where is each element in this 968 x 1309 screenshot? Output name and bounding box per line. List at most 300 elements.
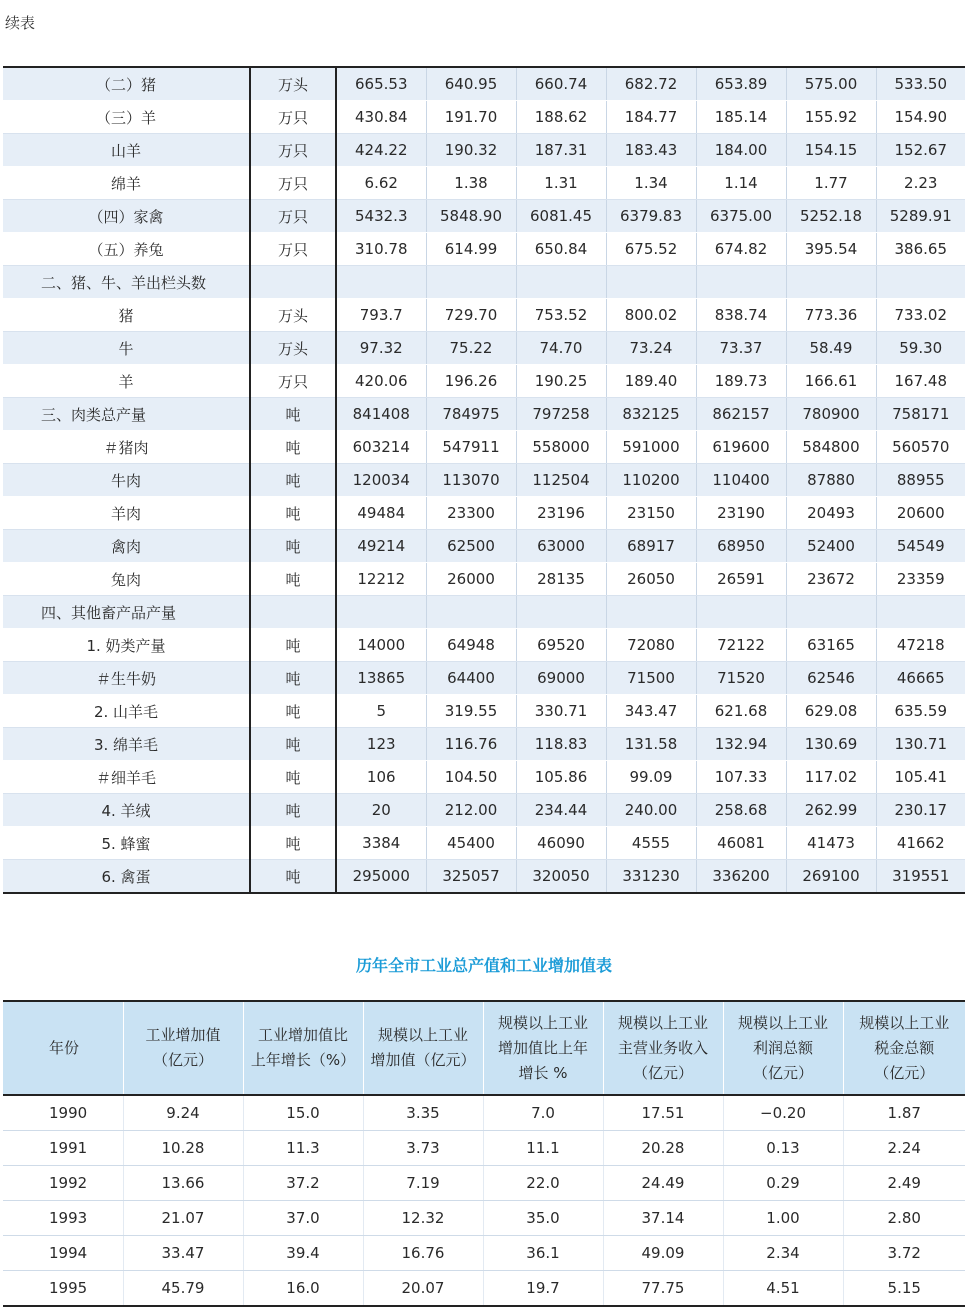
- row-label: 猪: [3, 299, 250, 332]
- table-row: [3, 1236, 965, 1271]
- table-cell: 196.26: [426, 365, 516, 398]
- column-header-line: 规模以上工业: [617, 1013, 708, 1032]
- table-cell: 635.59: [876, 695, 965, 728]
- table-cell: 2.24: [843, 1131, 965, 1166]
- table-cell: [696, 596, 786, 629]
- table-cell: 68950: [696, 530, 786, 563]
- year-cell: 1995: [3, 1271, 123, 1307]
- table-cell: 653.89: [696, 67, 786, 101]
- table-cell: 6379.83: [606, 200, 696, 233]
- table-cell: 862157: [696, 398, 786, 431]
- row-label: 1. 奶类产量: [3, 629, 250, 662]
- table-cell: 6.62: [336, 167, 426, 200]
- row-label: 禽肉: [3, 530, 250, 563]
- row-label: 三、肉类总产量: [3, 398, 250, 431]
- table-cell: 11.1: [483, 1131, 603, 1166]
- table-row: [3, 431, 965, 464]
- table-cell: 58.49: [786, 332, 876, 365]
- table-cell: 603214: [336, 431, 426, 464]
- row-label: （二）猪: [3, 67, 250, 101]
- table-cell: 6375.00: [696, 200, 786, 233]
- table-cell: 45.79: [123, 1271, 243, 1307]
- table-row: [3, 827, 965, 860]
- table-cell: 63000: [516, 530, 606, 563]
- table-cell: 5.15: [887, 1279, 921, 1297]
- table-cell: 319.55: [426, 695, 516, 728]
- table-cell: 97.32: [336, 332, 426, 365]
- table-cell: 49.09: [603, 1236, 723, 1271]
- column-header-line: 工业增加值: [145, 1026, 221, 1044]
- table-cell: 729.70: [426, 299, 516, 332]
- table-cell: 386.65: [876, 233, 965, 266]
- row-unit: 吨: [250, 464, 336, 497]
- continued-label: 续表: [5, 14, 36, 32]
- row-label: 羊肉: [3, 497, 250, 530]
- column-header: [3, 1001, 123, 1095]
- row-unit: 万只: [250, 101, 336, 134]
- table-cell: 45400: [426, 827, 516, 860]
- table-cell: [606, 266, 696, 299]
- table-row: [3, 596, 965, 629]
- table-cell: 105.41: [876, 761, 965, 794]
- row-unit: 吨: [250, 662, 336, 695]
- table-cell: 105.86: [516, 761, 606, 794]
- column-header-line: 规模以上工业: [377, 1026, 468, 1044]
- table-row: [3, 299, 965, 332]
- table-cell: 39.4: [243, 1236, 363, 1271]
- table-cell: 15.0: [243, 1095, 363, 1131]
- table-row: [3, 860, 965, 894]
- table-cell: 674.82: [696, 233, 786, 266]
- table-cell: 1.38: [426, 167, 516, 200]
- table-cell: [516, 596, 606, 629]
- row-label: 牛肉: [3, 464, 250, 497]
- column-header-line: 增加值比上年: [497, 1038, 588, 1057]
- table-cell: 117.02: [786, 761, 876, 794]
- table-cell: 10.28: [123, 1131, 243, 1166]
- table-cell: 23359: [876, 563, 965, 596]
- table-cell: 104.50: [426, 761, 516, 794]
- row-unit: 吨: [250, 761, 336, 794]
- table-cell: 7.19: [363, 1166, 483, 1201]
- table-cell: 54549: [876, 530, 965, 563]
- year-cell: 1992: [3, 1166, 123, 1201]
- table-cell: 13865: [336, 662, 426, 695]
- column-header-line: （亿元）: [752, 1063, 813, 1082]
- row-unit: 吨: [250, 629, 336, 662]
- table-cell: 9.24: [123, 1095, 243, 1131]
- table-cell: 166.61: [786, 365, 876, 398]
- table-cell: 184.00: [696, 134, 786, 167]
- column-header: [483, 1001, 603, 1095]
- column-header-line: 增长 %: [518, 1063, 568, 1082]
- table-cell: 118.83: [516, 728, 606, 761]
- table-row: [3, 365, 965, 398]
- table-row: [3, 1131, 965, 1166]
- table-cell: 188.62: [516, 101, 606, 134]
- table-cell: 3.72: [843, 1236, 965, 1271]
- table-cell: 733.02: [876, 299, 965, 332]
- table-cell: 780900: [786, 398, 876, 431]
- table-cell: 5252.18: [786, 200, 876, 233]
- table-cell: 2.23: [876, 167, 965, 200]
- table-cell: 20.28: [603, 1131, 723, 1166]
- table-cell: 21.07: [123, 1201, 243, 1236]
- table-cell: 797258: [516, 398, 606, 431]
- table-cell: 19.7: [483, 1271, 603, 1307]
- table-cell: 130.71: [876, 728, 965, 761]
- table-cell: 20: [336, 794, 426, 827]
- table-cell: [336, 266, 426, 299]
- table-cell: 189.40: [606, 365, 696, 398]
- table-row: [3, 398, 965, 431]
- table-cell: 99.09: [606, 761, 696, 794]
- table-cell: 75.22: [426, 332, 516, 365]
- table-cell: 640.95: [426, 67, 516, 101]
- row-unit: 吨: [250, 728, 336, 761]
- table-cell: 558000: [516, 431, 606, 464]
- table-cell: 12212: [336, 563, 426, 596]
- table-cell: 64400: [426, 662, 516, 695]
- table-cell: 63165: [786, 629, 876, 662]
- row-unit: 万只: [250, 233, 336, 266]
- table-cell: 64948: [426, 629, 516, 662]
- year-cell: 1993: [3, 1201, 123, 1236]
- table-cell: 20493: [786, 497, 876, 530]
- table-cell: 190.25: [516, 365, 606, 398]
- table-cell: 130.69: [786, 728, 876, 761]
- table-cell: 784975: [426, 398, 516, 431]
- table-cell: 4.51: [723, 1271, 843, 1307]
- table-row: [3, 1095, 965, 1131]
- row-unit: 万头: [250, 332, 336, 365]
- table-cell: 71520: [696, 662, 786, 695]
- row-label: 二、猪、牛、羊出栏头数: [3, 266, 250, 299]
- table-cell: 1.00: [723, 1201, 843, 1236]
- table-cell: [516, 266, 606, 299]
- table-cell: 68917: [606, 530, 696, 563]
- table-cell: 37.14: [603, 1201, 723, 1236]
- table-cell: 420.06: [336, 365, 426, 398]
- table-cell: 14000: [336, 629, 426, 662]
- table-cell: 5: [336, 695, 426, 728]
- table-cell: 191.70: [426, 101, 516, 134]
- table-cell: 155.92: [786, 101, 876, 134]
- table-cell: 132.94: [696, 728, 786, 761]
- column-header-line: 上年增长（%）: [250, 1051, 356, 1069]
- row-unit: 吨: [250, 431, 336, 464]
- table-cell: 106: [336, 761, 426, 794]
- table-cell: 665.53: [336, 67, 426, 101]
- table-cell: 310.78: [336, 233, 426, 266]
- table-cell: 26050: [606, 563, 696, 596]
- row-unit: [250, 596, 336, 629]
- row-label: （五）养兔: [3, 233, 250, 266]
- table-row: [3, 332, 965, 365]
- table-cell: 73.37: [696, 332, 786, 365]
- table-cell: 23672: [786, 563, 876, 596]
- table-cell: 190.32: [426, 134, 516, 167]
- table-cell: 395.54: [786, 233, 876, 266]
- table-cell: 16.76: [363, 1236, 483, 1271]
- table-cell: 23190: [696, 497, 786, 530]
- column-header: [123, 1001, 243, 1095]
- table-cell: 110400: [696, 464, 786, 497]
- table-cell: 2.49: [843, 1166, 965, 1201]
- table-row: [3, 629, 965, 662]
- year-cell: 1994: [3, 1236, 123, 1271]
- column-header-line: 规模以上工业: [859, 1013, 950, 1032]
- table-cell: 59.30: [876, 332, 965, 365]
- table-cell: 660.74: [516, 67, 606, 101]
- table-row: [3, 1271, 965, 1307]
- column-header-line: 利润总额: [752, 1038, 813, 1057]
- row-unit: 万头: [250, 299, 336, 332]
- industry-table: [3, 1000, 965, 1307]
- table-cell: 258.68: [696, 794, 786, 827]
- row-unit: 吨: [250, 530, 336, 563]
- column-header: [723, 1001, 843, 1095]
- table-row: [3, 695, 965, 728]
- table-cell: [426, 266, 516, 299]
- column-header-line: 工业增加值比: [257, 1026, 348, 1044]
- table-cell: [786, 266, 876, 299]
- row-label: 牛: [3, 332, 250, 365]
- row-unit: 吨: [250, 695, 336, 728]
- row-unit: 吨: [250, 860, 336, 894]
- table-cell: 841408: [336, 398, 426, 431]
- table-cell: 131.58: [606, 728, 696, 761]
- year-cell: 1991: [3, 1131, 123, 1166]
- table-row: [3, 464, 965, 497]
- table-cell: 330.71: [516, 695, 606, 728]
- table-cell: 116.76: [426, 728, 516, 761]
- table-cell: 16.0: [243, 1271, 363, 1307]
- industry-table-title: 历年全市工业总产值和工业增加值表: [355, 956, 612, 975]
- table-cell: 72122: [696, 629, 786, 662]
- table-cell: [876, 596, 965, 629]
- table-row: [3, 794, 965, 827]
- table-row: [3, 563, 965, 596]
- table-cell: 28135: [516, 563, 606, 596]
- row-label: 兔肉: [3, 563, 250, 596]
- table-cell: 533.50: [876, 67, 965, 101]
- table-cell: 5289.91: [876, 200, 965, 233]
- table-cell: 69000: [516, 662, 606, 695]
- table-cell: −0.20: [723, 1095, 843, 1131]
- column-header: [363, 1001, 483, 1095]
- row-unit: 万只: [250, 167, 336, 200]
- table-cell: 13.66: [123, 1166, 243, 1201]
- column-header-line: （亿元）: [152, 1051, 213, 1069]
- table-cell: 560570: [876, 431, 965, 464]
- table-cell: 37.0: [243, 1201, 363, 1236]
- row-label: 3. 绵羊毛: [3, 728, 250, 761]
- table-cell: 1.34: [606, 167, 696, 200]
- table-cell: [336, 596, 426, 629]
- row-unit: 万只: [250, 134, 336, 167]
- table-cell: 675.52: [606, 233, 696, 266]
- table-row: [3, 761, 965, 794]
- table-cell: 621.68: [696, 695, 786, 728]
- table-cell: [606, 596, 696, 629]
- row-label: （三）羊: [3, 101, 250, 134]
- column-header-line: 规模以上工业: [497, 1013, 588, 1032]
- table-row: [3, 266, 965, 299]
- table-cell: 110200: [606, 464, 696, 497]
- table-row: [3, 167, 965, 200]
- table-cell: [786, 596, 876, 629]
- table-cell: 7.0: [483, 1095, 603, 1131]
- table-cell: 88955: [876, 464, 965, 497]
- table-cell: 62500: [426, 530, 516, 563]
- table-cell: 187.31: [516, 134, 606, 167]
- table-cell: 793.7: [336, 299, 426, 332]
- table-cell: 262.99: [786, 794, 876, 827]
- row-unit: 万只: [250, 365, 336, 398]
- table-row: [3, 200, 965, 233]
- column-header-line: 规模以上工业: [737, 1013, 828, 1032]
- table-cell: 1.14: [696, 167, 786, 200]
- column-header: [603, 1001, 723, 1095]
- table-cell: 2.80: [843, 1201, 965, 1236]
- table-cell: 614.99: [426, 233, 516, 266]
- column-header: [243, 1001, 363, 1095]
- table-cell: 430.84: [336, 101, 426, 134]
- table-cell: 22.0: [483, 1166, 603, 1201]
- table-cell: 46090: [516, 827, 606, 860]
- table-cell: 650.84: [516, 233, 606, 266]
- table-cell: 629.08: [786, 695, 876, 728]
- table-cell: 46081: [696, 827, 786, 860]
- table-cell: 3.73: [363, 1131, 483, 1166]
- table-cell: 36.1: [483, 1236, 603, 1271]
- table-row: [3, 1166, 965, 1201]
- table-row: [3, 101, 965, 134]
- livestock-table: [3, 66, 965, 894]
- table-cell: 184.77: [606, 101, 696, 134]
- row-unit: 万只: [250, 200, 336, 233]
- row-label: 绵羊: [3, 167, 250, 200]
- table-cell: 575.00: [786, 67, 876, 101]
- column-header-line: 税金总额: [874, 1038, 935, 1057]
- row-unit: 吨: [250, 827, 336, 860]
- table-cell: [876, 266, 965, 299]
- table-cell: 154.15: [786, 134, 876, 167]
- table-cell: 832125: [606, 398, 696, 431]
- table-cell: 62546: [786, 662, 876, 695]
- table-cell: 6081.45: [516, 200, 606, 233]
- table-cell: 107.33: [696, 761, 786, 794]
- table-cell: 424.22: [336, 134, 426, 167]
- table-cell: 295000: [336, 860, 426, 894]
- table-cell: 26000: [426, 563, 516, 596]
- table-cell: 800.02: [606, 299, 696, 332]
- table-cell: 20600: [876, 497, 965, 530]
- row-unit: 吨: [250, 794, 336, 827]
- table-cell: 26591: [696, 563, 786, 596]
- table-cell: 0.13: [723, 1131, 843, 1166]
- table-cell: 2.34: [723, 1236, 843, 1271]
- table-cell: [426, 596, 516, 629]
- table-cell: 3384: [336, 827, 426, 860]
- column-header-line: （亿元）: [632, 1063, 693, 1082]
- row-label: 山羊: [3, 134, 250, 167]
- table-cell: 152.67: [876, 134, 965, 167]
- table-cell: 69520: [516, 629, 606, 662]
- table-cell: 1.87: [843, 1095, 965, 1131]
- table-cell: 3.35: [363, 1095, 483, 1131]
- row-label: 2. 山羊毛: [3, 695, 250, 728]
- table-cell: 20.07: [363, 1271, 483, 1307]
- table-cell: 320050: [516, 860, 606, 894]
- table-cell: 838.74: [696, 299, 786, 332]
- year-cell: 1990: [3, 1095, 123, 1131]
- table-cell: 189.73: [696, 365, 786, 398]
- table-cell: 37.2: [243, 1166, 363, 1201]
- table-cell: 23150: [606, 497, 696, 530]
- table-cell: 11.3: [243, 1131, 363, 1166]
- table-cell: 753.52: [516, 299, 606, 332]
- table-cell: 113070: [426, 464, 516, 497]
- table-cell: 12.32: [363, 1201, 483, 1236]
- table-cell: 0.29: [723, 1166, 843, 1201]
- table-cell: 24.49: [603, 1166, 723, 1201]
- table-cell: 41473: [786, 827, 876, 860]
- table-cell: 240.00: [606, 794, 696, 827]
- table-cell: 154.90: [876, 101, 965, 134]
- table-row: [3, 530, 965, 563]
- table-cell: 112504: [516, 464, 606, 497]
- table-cell: 343.47: [606, 695, 696, 728]
- table-cell: 773.36: [786, 299, 876, 332]
- table-cell: 4555: [606, 827, 696, 860]
- table-cell: 584800: [786, 431, 876, 464]
- table-cell: 41662: [876, 827, 965, 860]
- table-cell: 325057: [426, 860, 516, 894]
- table-cell: 46665: [876, 662, 965, 695]
- row-unit: 吨: [250, 497, 336, 530]
- table-row: [3, 728, 965, 761]
- table-row: [3, 233, 965, 266]
- table-cell: 619600: [696, 431, 786, 464]
- table-cell: 35.0: [483, 1201, 603, 1236]
- row-label: 羊: [3, 365, 250, 398]
- row-label: ＃猪肉: [3, 431, 250, 464]
- row-unit: 万头: [250, 67, 336, 101]
- row-label: 5. 蜂蜜: [3, 827, 250, 860]
- table-cell: 682.72: [606, 67, 696, 101]
- column-header-line: （亿元）: [874, 1063, 935, 1082]
- table-cell: 73.24: [606, 332, 696, 365]
- table-cell: 547911: [426, 431, 516, 464]
- table-cell: 123: [336, 728, 426, 761]
- column-header-line: 主营业务收入: [617, 1038, 708, 1057]
- table-cell: [696, 266, 786, 299]
- row-label: ＃生牛奶: [3, 662, 250, 695]
- table-cell: 71500: [606, 662, 696, 695]
- table-row: [3, 662, 965, 695]
- table-cell: 52400: [786, 530, 876, 563]
- table-cell: 17.51: [603, 1095, 723, 1131]
- row-label: ＃细羊毛: [3, 761, 250, 794]
- table-cell: 74.70: [516, 332, 606, 365]
- table-cell: 212.00: [426, 794, 516, 827]
- table-cell: 1.77: [786, 167, 876, 200]
- table-cell: 5848.90: [426, 200, 516, 233]
- table-cell: 33.47: [123, 1236, 243, 1271]
- row-label: 6. 禽蛋: [3, 860, 250, 894]
